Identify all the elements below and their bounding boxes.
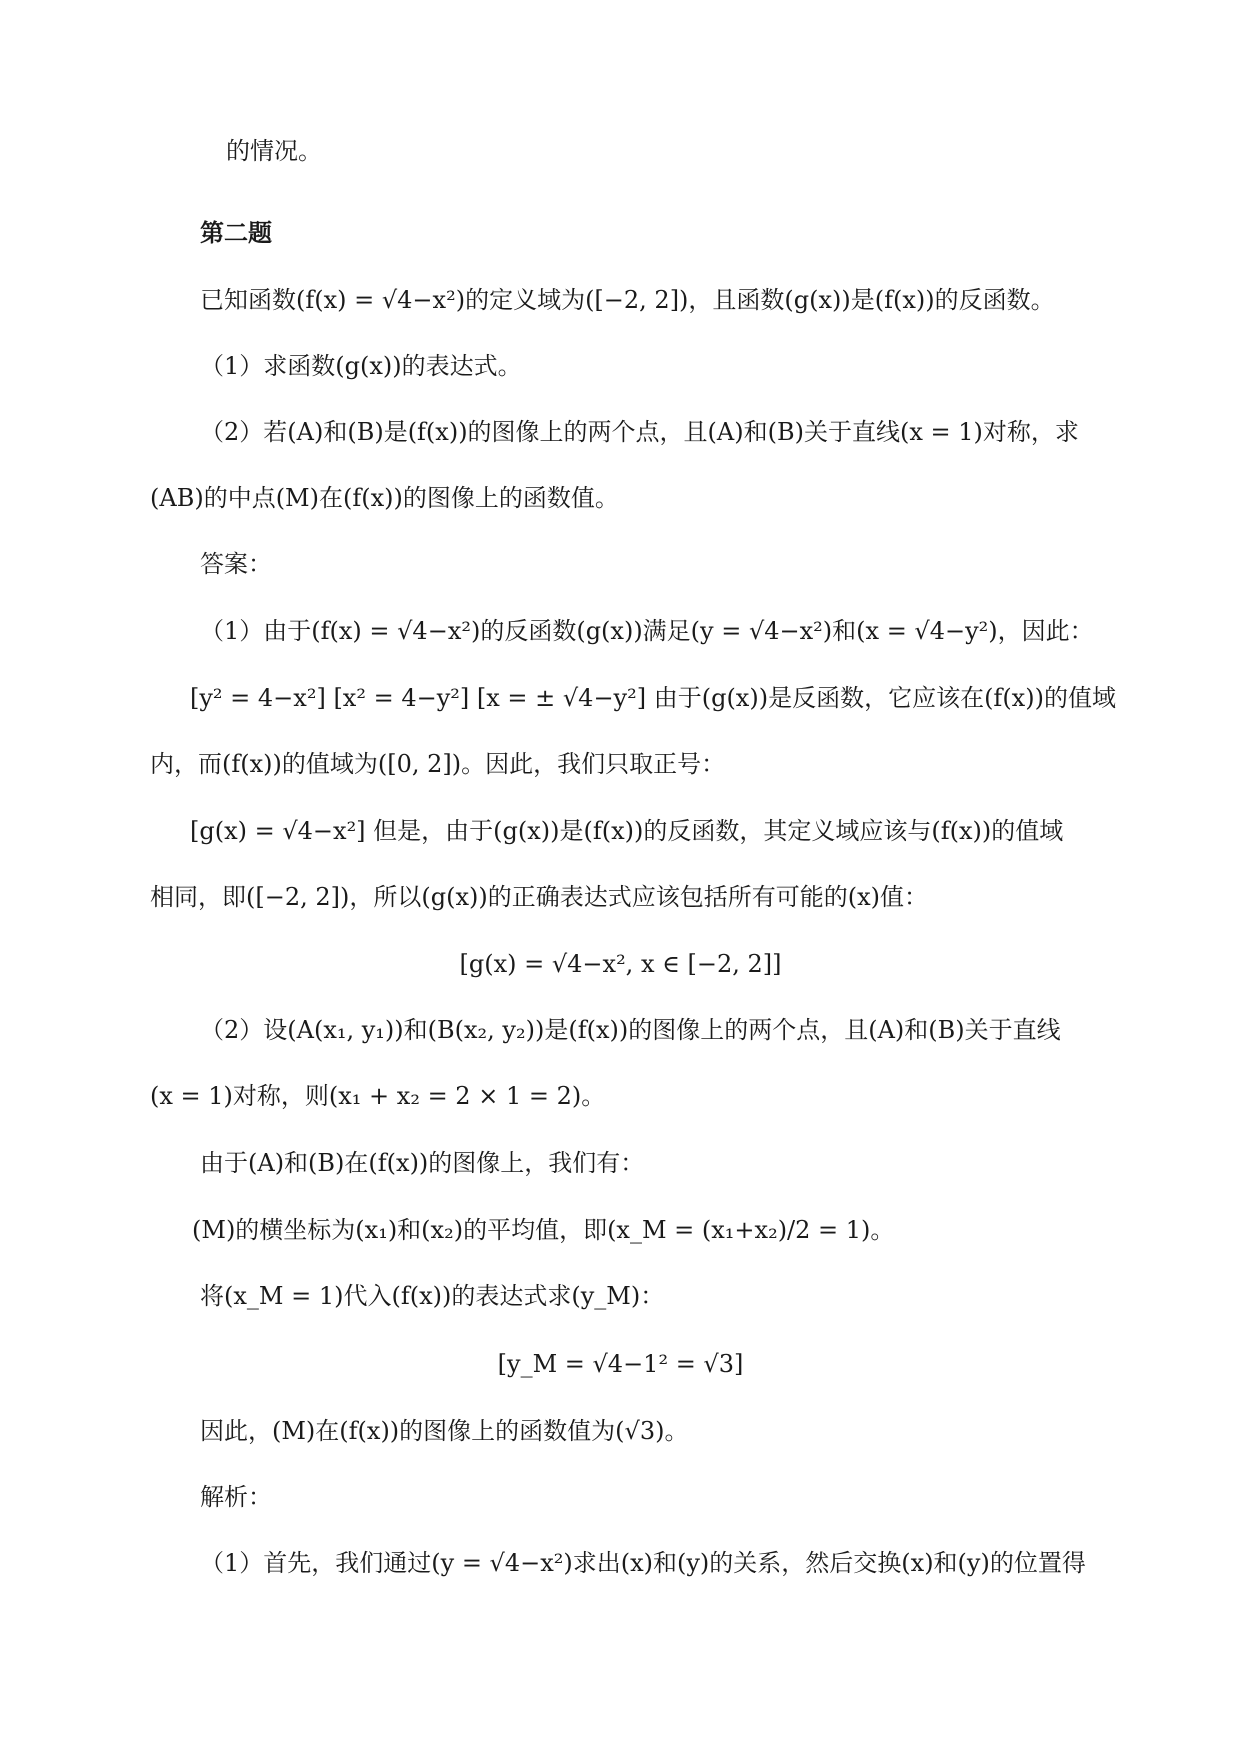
question-2-line-2: (AB)的中点(M)在(f(x))的图像上的函数值。 [150,484,619,512]
answer-2-line-3: 由于(A)和(B)在(f(x))的图像上，我们有： [200,1149,645,1177]
answer-1-line-4: [g(x) = √4−x²] 但是，由于(g(x))是(f(x))的反函数，其定义域应该与(f(x))的值域 [190,817,1064,845]
paragraph-continuation: 的情况。 [226,137,322,165]
answer-2-line-1: （2）设(A(x₁, y₁))和(B(x₂, y₂))是(f(x))的图像上的两个点，且(A)和(B)关于直线 [200,1016,1061,1044]
problem-statement: 已知函数(f(x) = √4−x²)的定义域为([−2, 2])，且函数(g(x))是(f(x))的反函数。 [200,286,1055,314]
answer-2-formula: [y_M = √4−1² = √3] [497,1350,744,1378]
answer-heading: 答案： [200,550,272,578]
answer-2-line-5: 将(x_M = 1)代入(f(x))的表达式求(y_M)： [200,1282,665,1310]
question-2-line-1: （2）若(A)和(B)是(f(x))的图像上的两个点，且(A)和(B)关于直线(x = 1)对称，求 [200,418,1079,446]
answer-2-line-4: (M)的横坐标为(x₁)和(x₂)的平均值，即(x_M = (x₁+x₂)/2 = 1)。 [192,1216,895,1244]
answer-1-line-1: （1）由于(f(x) = √4−x²)的反函数(g(x))满足(y = √4−x²)和(x = √4−y²)，因此： [200,617,1094,645]
answer-2-line-2: (x = 1)对称，则(x₁ + x₂ = 2 × 1 = 2)。 [150,1082,606,1110]
answer-2-conclusion: 因此，(M)在(f(x))的图像上的函数值为(√3)。 [200,1417,689,1445]
analysis-heading: 解析： [200,1483,272,1511]
answer-1-formula: [g(x) = √4−x², x ∈ [−2, 2]] [459,950,782,978]
question-1: （1）求函数(g(x))的表达式。 [200,352,522,380]
answer-1-line-3: 内，而(f(x))的值域为([0, 2])。因此，我们只取正号： [150,750,726,778]
answer-1-line-2: [y² = 4−x²] [x² = 4−y²] [x = ± √4−y²] 由于(g(x))是反函数，它应该在(f(x))的值域 [190,684,1116,712]
section-heading: 第二题 [200,218,272,247]
analysis-1-line-1: （1）首先，我们通过(y = √4−x²)求出(x)和(y)的关系，然后交换(x)和(y)的位置得 [200,1549,1086,1577]
answer-1-line-5: 相同，即([−2, 2])，所以(g(x))的正确表达式应该包括所有可能的(x)值： [150,883,928,911]
